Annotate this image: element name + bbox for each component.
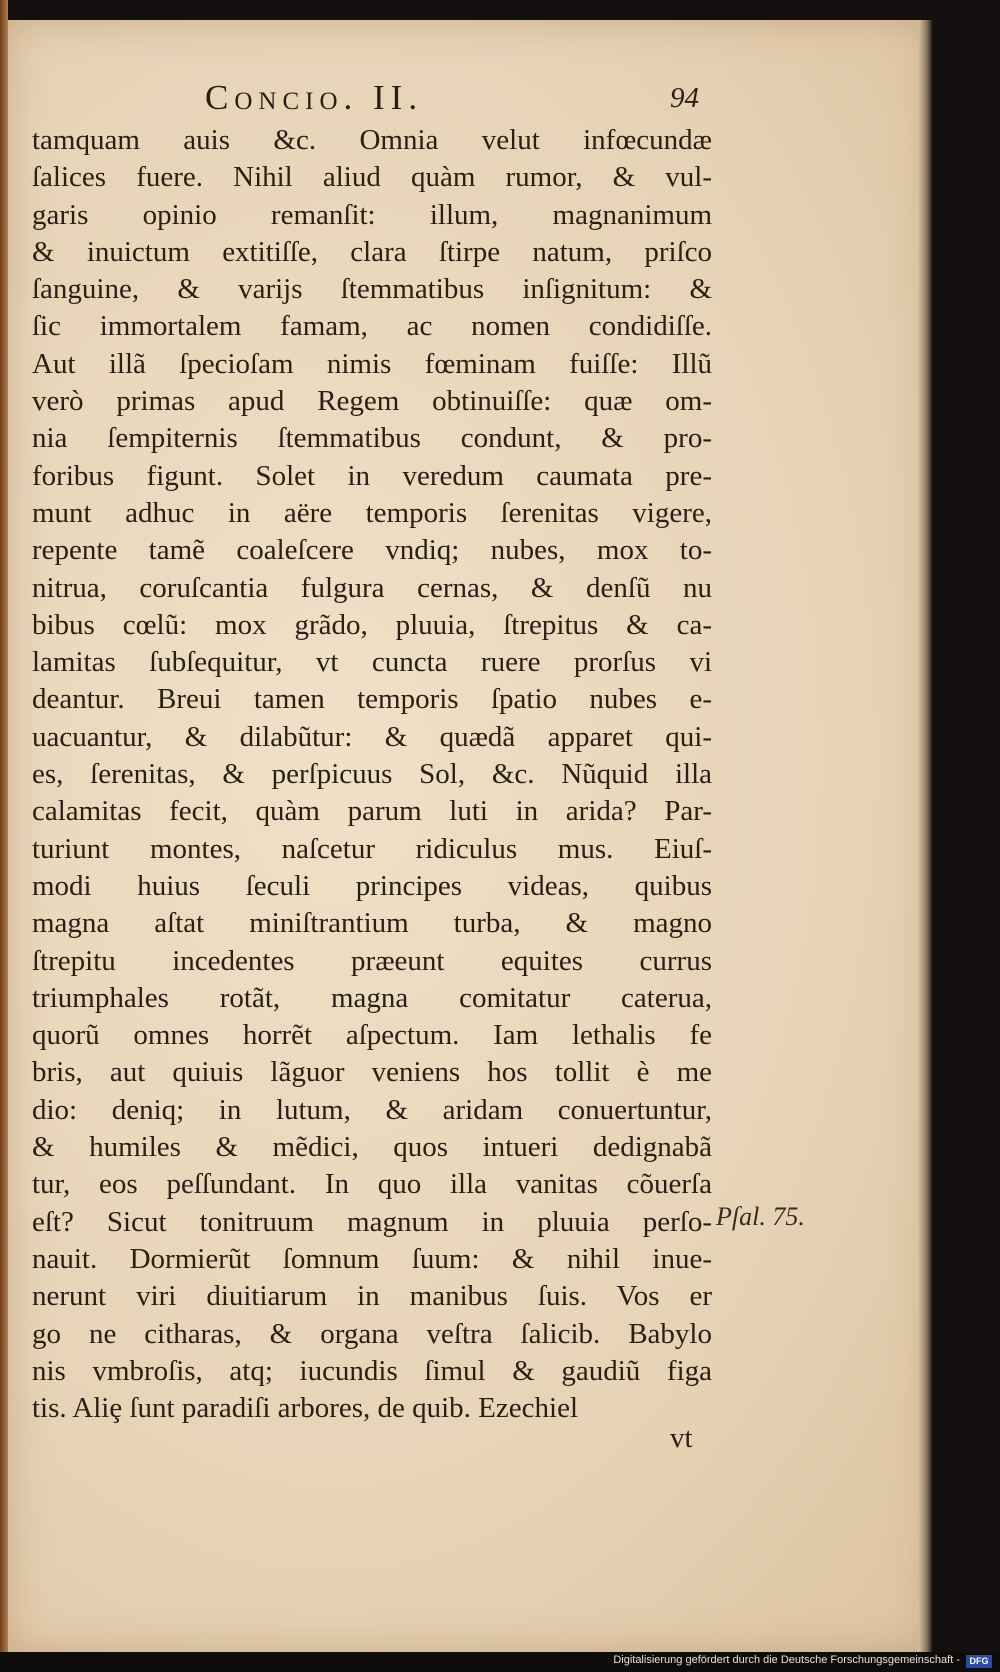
body-text xyxy=(32,122,712,1427)
funding-credit: Digitalisierung gefördert durch die Deutsche Forschungsgemeinschaft - xyxy=(613,1654,960,1666)
running-head xyxy=(0,78,930,118)
text-line: calamitas fecit, quàm parum luti in arida? Par- xyxy=(32,795,712,828)
dfg-logo: DFG xyxy=(966,1655,992,1668)
catchword: vt xyxy=(670,1422,693,1454)
page-edge-shadow xyxy=(918,20,932,1652)
text-line: ſalices fuere. Nihil aliud quàm rumor, & vul- xyxy=(32,161,712,194)
text-line: dio: deniq; in lutum, & aridam conuertuntur, xyxy=(32,1093,712,1126)
text-line: & inuictum extitiſſe, clara ſtirpe natum, priſco xyxy=(32,235,712,268)
text-line: verò primas apud Regem obtinuiſſe: quæ om- xyxy=(32,385,712,418)
text-line: repente tamẽ coaleſcere vndiq; nubes, mox to- xyxy=(32,534,712,567)
text-line: tur, eos peſſundant. In quo illa vanitas cõuerſa xyxy=(32,1168,712,1201)
text-line: triumphales rotãt, magna comitatur caterua, xyxy=(32,981,712,1014)
text-line: ſic immortalem famam, ac nomen condidiſſe. xyxy=(32,310,712,343)
text-line: bibus cœlũ: mox grãdo, pluuia, ſtrepitus & ca- xyxy=(32,608,712,641)
text-line: ſtrepitu incedentes præeunt equites currus xyxy=(32,944,712,977)
text-line: turiunt montes, naſcetur ridiculus mus. Eiuſ- xyxy=(32,832,712,865)
text-line: eſt? Sicut tonitruum magnum in pluuia perſo- xyxy=(32,1205,712,1238)
text-line: es, ſerenitas, & perſpicuus Sol, &c. Nũquid illa xyxy=(32,758,712,791)
text-line: & humiles & mẽdici, quos intueri dedignabã xyxy=(32,1131,712,1164)
text-line: go ne citharas, & organa veſtra ſalicib. Babylo xyxy=(32,1317,712,1350)
text-line: garis opinio remanſit: illum, magnanimum xyxy=(32,198,712,231)
text-line: nauit. Dormierũt ſomnum ſuum: & nihil inue- xyxy=(32,1242,712,1275)
running-title: Concio. II. xyxy=(205,78,424,117)
text-line: foribus figunt. Solet in veredum caumata pre- xyxy=(32,459,712,492)
text-line: uacuantur, & dilabũtur: & quædã apparet qui- xyxy=(32,720,712,753)
text-line: munt adhuc in aëre temporis ſerenitas vigere, xyxy=(32,496,712,529)
text-line: lamitas ſubſequitur, vt cuncta ruere prorſus vi xyxy=(32,646,712,679)
scan-left-edge xyxy=(0,0,8,1672)
page-number: 94 xyxy=(670,82,699,114)
text-line: nis vmbroſis, atq; iucundis ſimul & gaudiũ figa xyxy=(32,1354,712,1387)
text-line: quorũ omnes horrẽt aſpectum. Iam lethalis fe xyxy=(32,1019,712,1052)
text-line: tamquam auis &c. Omnia velut infœcundæ xyxy=(32,124,712,156)
text-line: magna aſtat miniſtrantium turba, & magno xyxy=(32,907,712,940)
marginal-note: Pſal. 75. xyxy=(716,1202,805,1231)
text-line: ſanguine, & varijs ſtemmatibus inſignitum: & xyxy=(32,273,712,306)
text-line: modi huius ſeculi principes videas, quibus xyxy=(32,869,712,902)
text-line: nerunt viri diuitiarum in manibus ſuis. Vos er xyxy=(32,1280,712,1313)
text-line: deantur. Breui tamen temporis ſpatio nubes e- xyxy=(32,683,712,716)
text-line: nitrua, coruſcantia fulgura cernas, & denſũ nu xyxy=(32,571,712,604)
text-line: nia ſempiternis ſtemmatibus condunt, & pro- xyxy=(32,422,712,455)
text-line: bris, aut quiuis lãguor veniens hos tollit è me xyxy=(32,1056,712,1089)
text-line: tis. Aliȩ ſunt paradiſi arbores, de quib. Ezechiel xyxy=(32,1392,579,1425)
text-line: Aut illã ſpecioſam nimis fœminam fuiſſe: Illũ xyxy=(32,347,712,380)
